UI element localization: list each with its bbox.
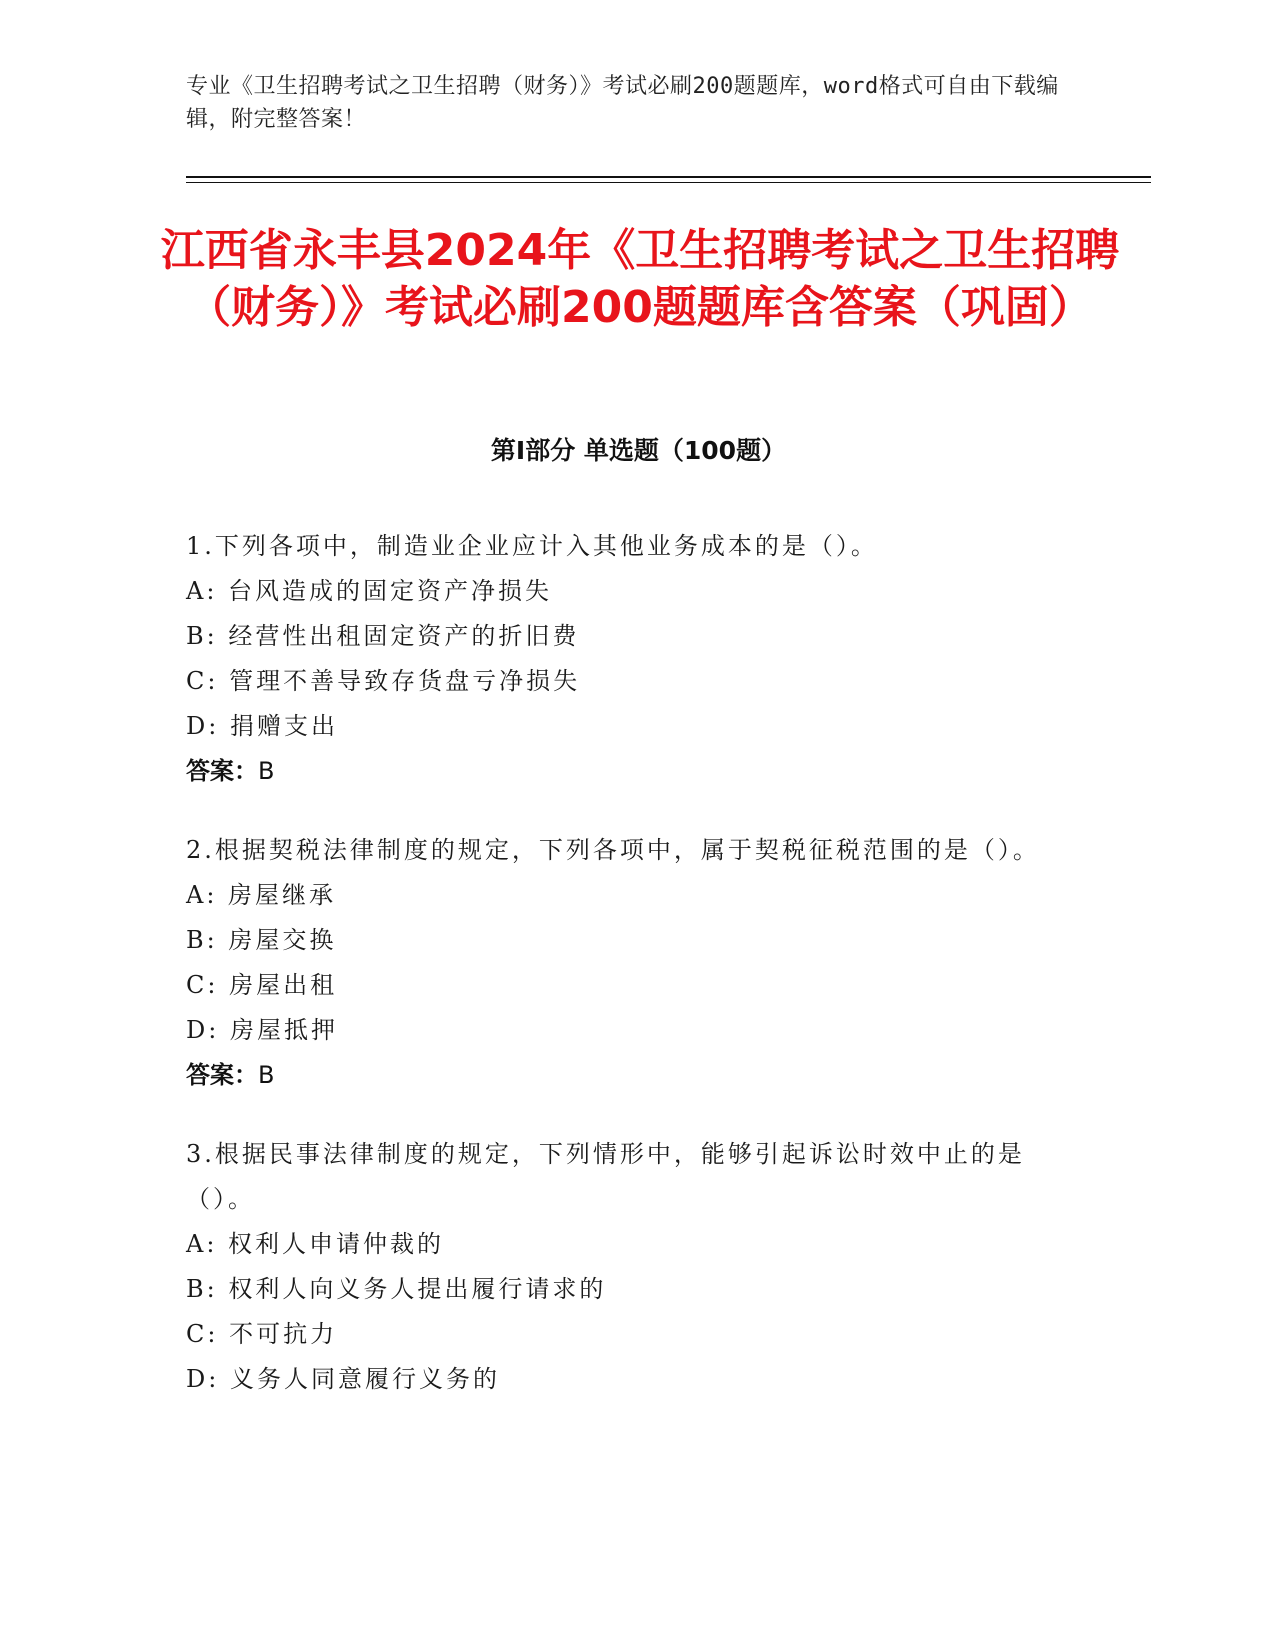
option-b: B: 权利人向义务人提出履行请求的 [186, 1275, 607, 1303]
question-item [186, 524, 1066, 794]
option-c: C: 管理不善导致存货盘亏净损失 [186, 667, 581, 695]
answer-line [186, 1053, 1066, 1098]
answer-value: B [258, 1061, 275, 1089]
option-a: A: 权利人申请仲裁的 [186, 1230, 445, 1258]
header-divider [186, 176, 1151, 178]
header-note: 专业《卫生招聘考试之卫生招聘（财务）》考试必刷200题题库，word格式可自由下载编辑，附完整答案！ [186, 74, 1059, 132]
answer-value: B [258, 757, 275, 785]
answer-line [186, 749, 1066, 794]
option-c: C: 不可抗力 [186, 1320, 338, 1348]
option-d: D: 房屋抵押 [186, 1016, 338, 1044]
question-item [186, 1132, 1066, 1402]
option-a: A: 台风造成的固定资产净损失 [186, 577, 553, 605]
document-title: 江西省永丰县2024年《卫生招聘考试之卫生招聘（财务）》考试必刷200题题库含答案（巩固） [160, 225, 1120, 333]
question-text: 3.根据民事法律制度的规定，下列情形中，能够引起诉讼时效中止的是（）。 [186, 1140, 1025, 1213]
option-d: D: 义务人同意履行义务的 [186, 1365, 500, 1393]
option-b: B: 经营性出租固定资产的折旧费 [186, 622, 580, 650]
question-item [186, 828, 1066, 1098]
question-list [186, 524, 1066, 1436]
answer-label: 答案： [186, 757, 258, 785]
option-d: D: 捐赠支出 [186, 712, 338, 740]
section-heading: 第I部分 单选题（100题） [490, 436, 787, 465]
question-text: 2.根据契税法律制度的规定，下列各项中，属于契税征税范围的是（）。 [186, 836, 1040, 864]
option-a: A: 房屋继承 [186, 881, 337, 909]
option-c: C: 房屋出租 [186, 971, 338, 999]
option-b: B: 房屋交换 [186, 926, 337, 954]
header-divider-thin [186, 182, 1151, 183]
answer-label: 答案： [186, 1061, 258, 1089]
question-text: 1.下列各项中，制造业企业应计入其他业务成本的是（）。 [186, 532, 878, 560]
